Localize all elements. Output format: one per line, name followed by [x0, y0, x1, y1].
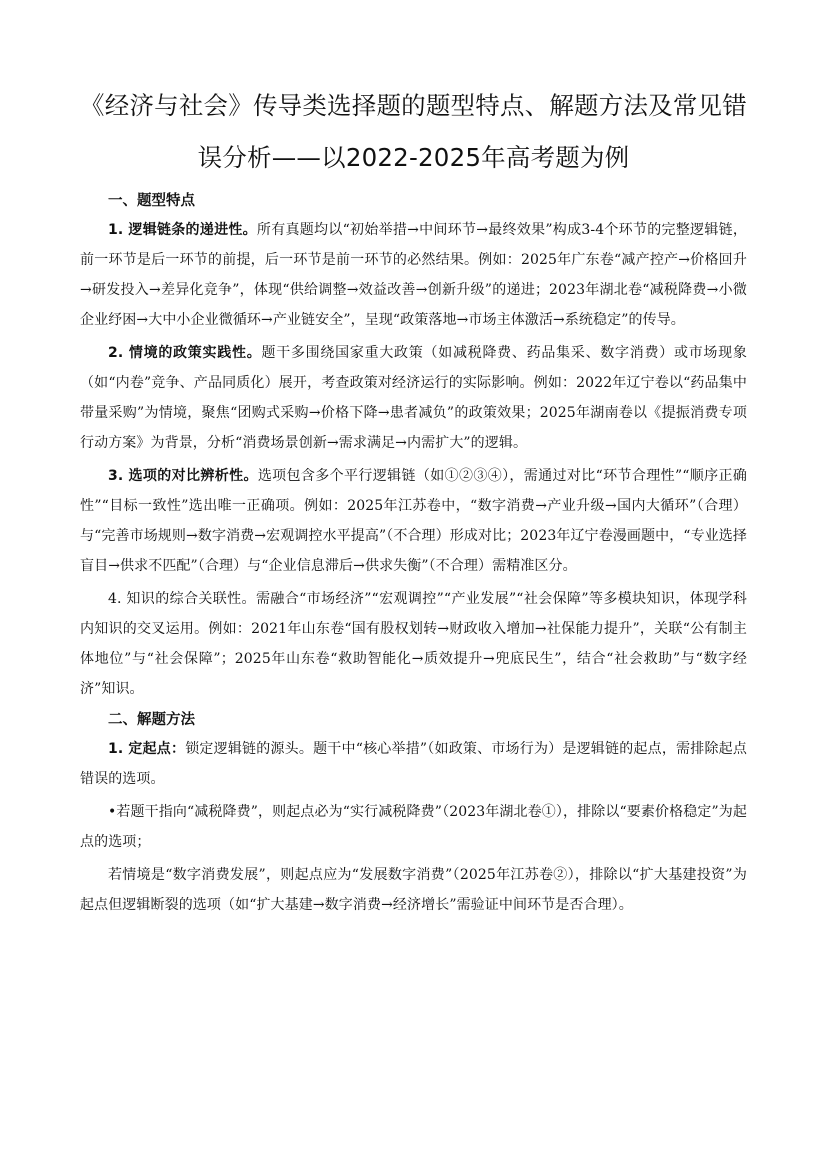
paragraph-text: 若情境是“数字消费发展”，则起点应为“发展数字消费”（2025年江苏卷②），排除以“扩大基建投资”为起点但逻辑断裂的选项（如“扩大基建→数字消费→经济增长”需验证中间环节是否合理）。: [80, 867, 747, 913]
paragraph-lead: 1. 逻辑链条的递进性。: [108, 222, 257, 238]
paragraph-feature-1: [80, 215, 747, 335]
paragraph-feature-4: [80, 584, 747, 704]
paragraph-lead: 3. 选项的对比辨析性。: [108, 468, 258, 484]
paragraph-method-bullet-1: [80, 797, 747, 857]
paragraph-text: 题干多围绕国家重大政策（如减税降费、药品集采、数字消费）或市场现象（如“内卷”竞争、产品同质化）展开，考查政策对经济运行的实际影响。例如：2022年辽宁卷以“药品集中带量采购”为情境，聚焦“团购式采购→价格下降→患者减负”的政策效果；2025年湖南卷以《提振消费专项行动方案》为背景，分析“消费场景创新→需求满足→内需扩大”的逻辑。: [80, 345, 747, 451]
paragraph-text: •若题干指向“减税降费”，则起点必为“实行减税降费”（2023年湖北卷①），排除以“要素价格稳定”为起点的选项；: [80, 804, 747, 850]
paragraph-method-bullet-2: [80, 860, 747, 920]
paragraph-text: 锁定逻辑链的源头。题干中“核心举措”（如政策、市场行为）是逻辑链的起点，需排除起点错误的选项。: [80, 741, 747, 787]
section-heading-features: 一、题型特点: [108, 193, 195, 209]
paragraph-text: 选项包含多个平行逻辑链（如①②③④），需通过对比“环节合理性”“顺序正确性”“目标一致性”选出唯一正确项。例如：2025年江苏卷中，“数字消费→产业升级→国内大循环”（合理）与“完善市场规则→数字消费→宏观调控水平提高”（不合理）形成对比；2023年辽宁卷漫画题中，“专业选择盲目→供求不匹配”（合理）与“企业信息滞后→供求失衡”（不合理）需精准区分。: [80, 468, 747, 574]
paragraph-feature-2: [80, 338, 747, 458]
paragraph-lead: 2. 情境的政策实践性。: [108, 345, 262, 361]
paragraph-feature-3: [80, 461, 747, 581]
paragraph-text: 需融合“市场经济”“宏观调控”“产业发展”“社会保障”等多模块知识，体现学科内知识的交叉运用。例如：2021年山东卷“国有股权划转→财政收入增加→社保能力提升”，关联“公有制主体地位”与“社会保障”；2025年山东卷“救助智能化→质效提升→兜底民生”，结合“社会救助”与“数字经济”知识。: [80, 591, 747, 697]
paragraph-lead: 1. 定起点：: [108, 741, 186, 757]
document-title: [80, 80, 747, 184]
title-line-1: 《经济与社会》传导类选择题的题型特点、解题方法及常见错: [80, 91, 747, 120]
title-line-2: 误分析——以2022-2025年高考题为例: [197, 143, 630, 172]
section-heading-methods: 二、解题方法: [108, 712, 195, 728]
paragraph-text: 所有真题均以“初始举措→中间环节→最终效果”构成3-4个环节的完整逻辑链，前一环节是后一环节的前提，后一环节是前一环节的必然结果。例如：2025年广东卷“减产控产→价格回升→研发投入→差异化竞争”，体现“供给调整→效益改善→创新升级”的递进；2023年湖北卷“减税降费→小微企业纾困→大中小企业微循环→产业链安全”，呈现“政策落地→市场主体激活→系统稳定”的传导。: [80, 222, 747, 328]
paragraph-lead: 4. 知识的综合关联性。: [108, 591, 256, 607]
paragraph-method-1: [80, 734, 747, 794]
